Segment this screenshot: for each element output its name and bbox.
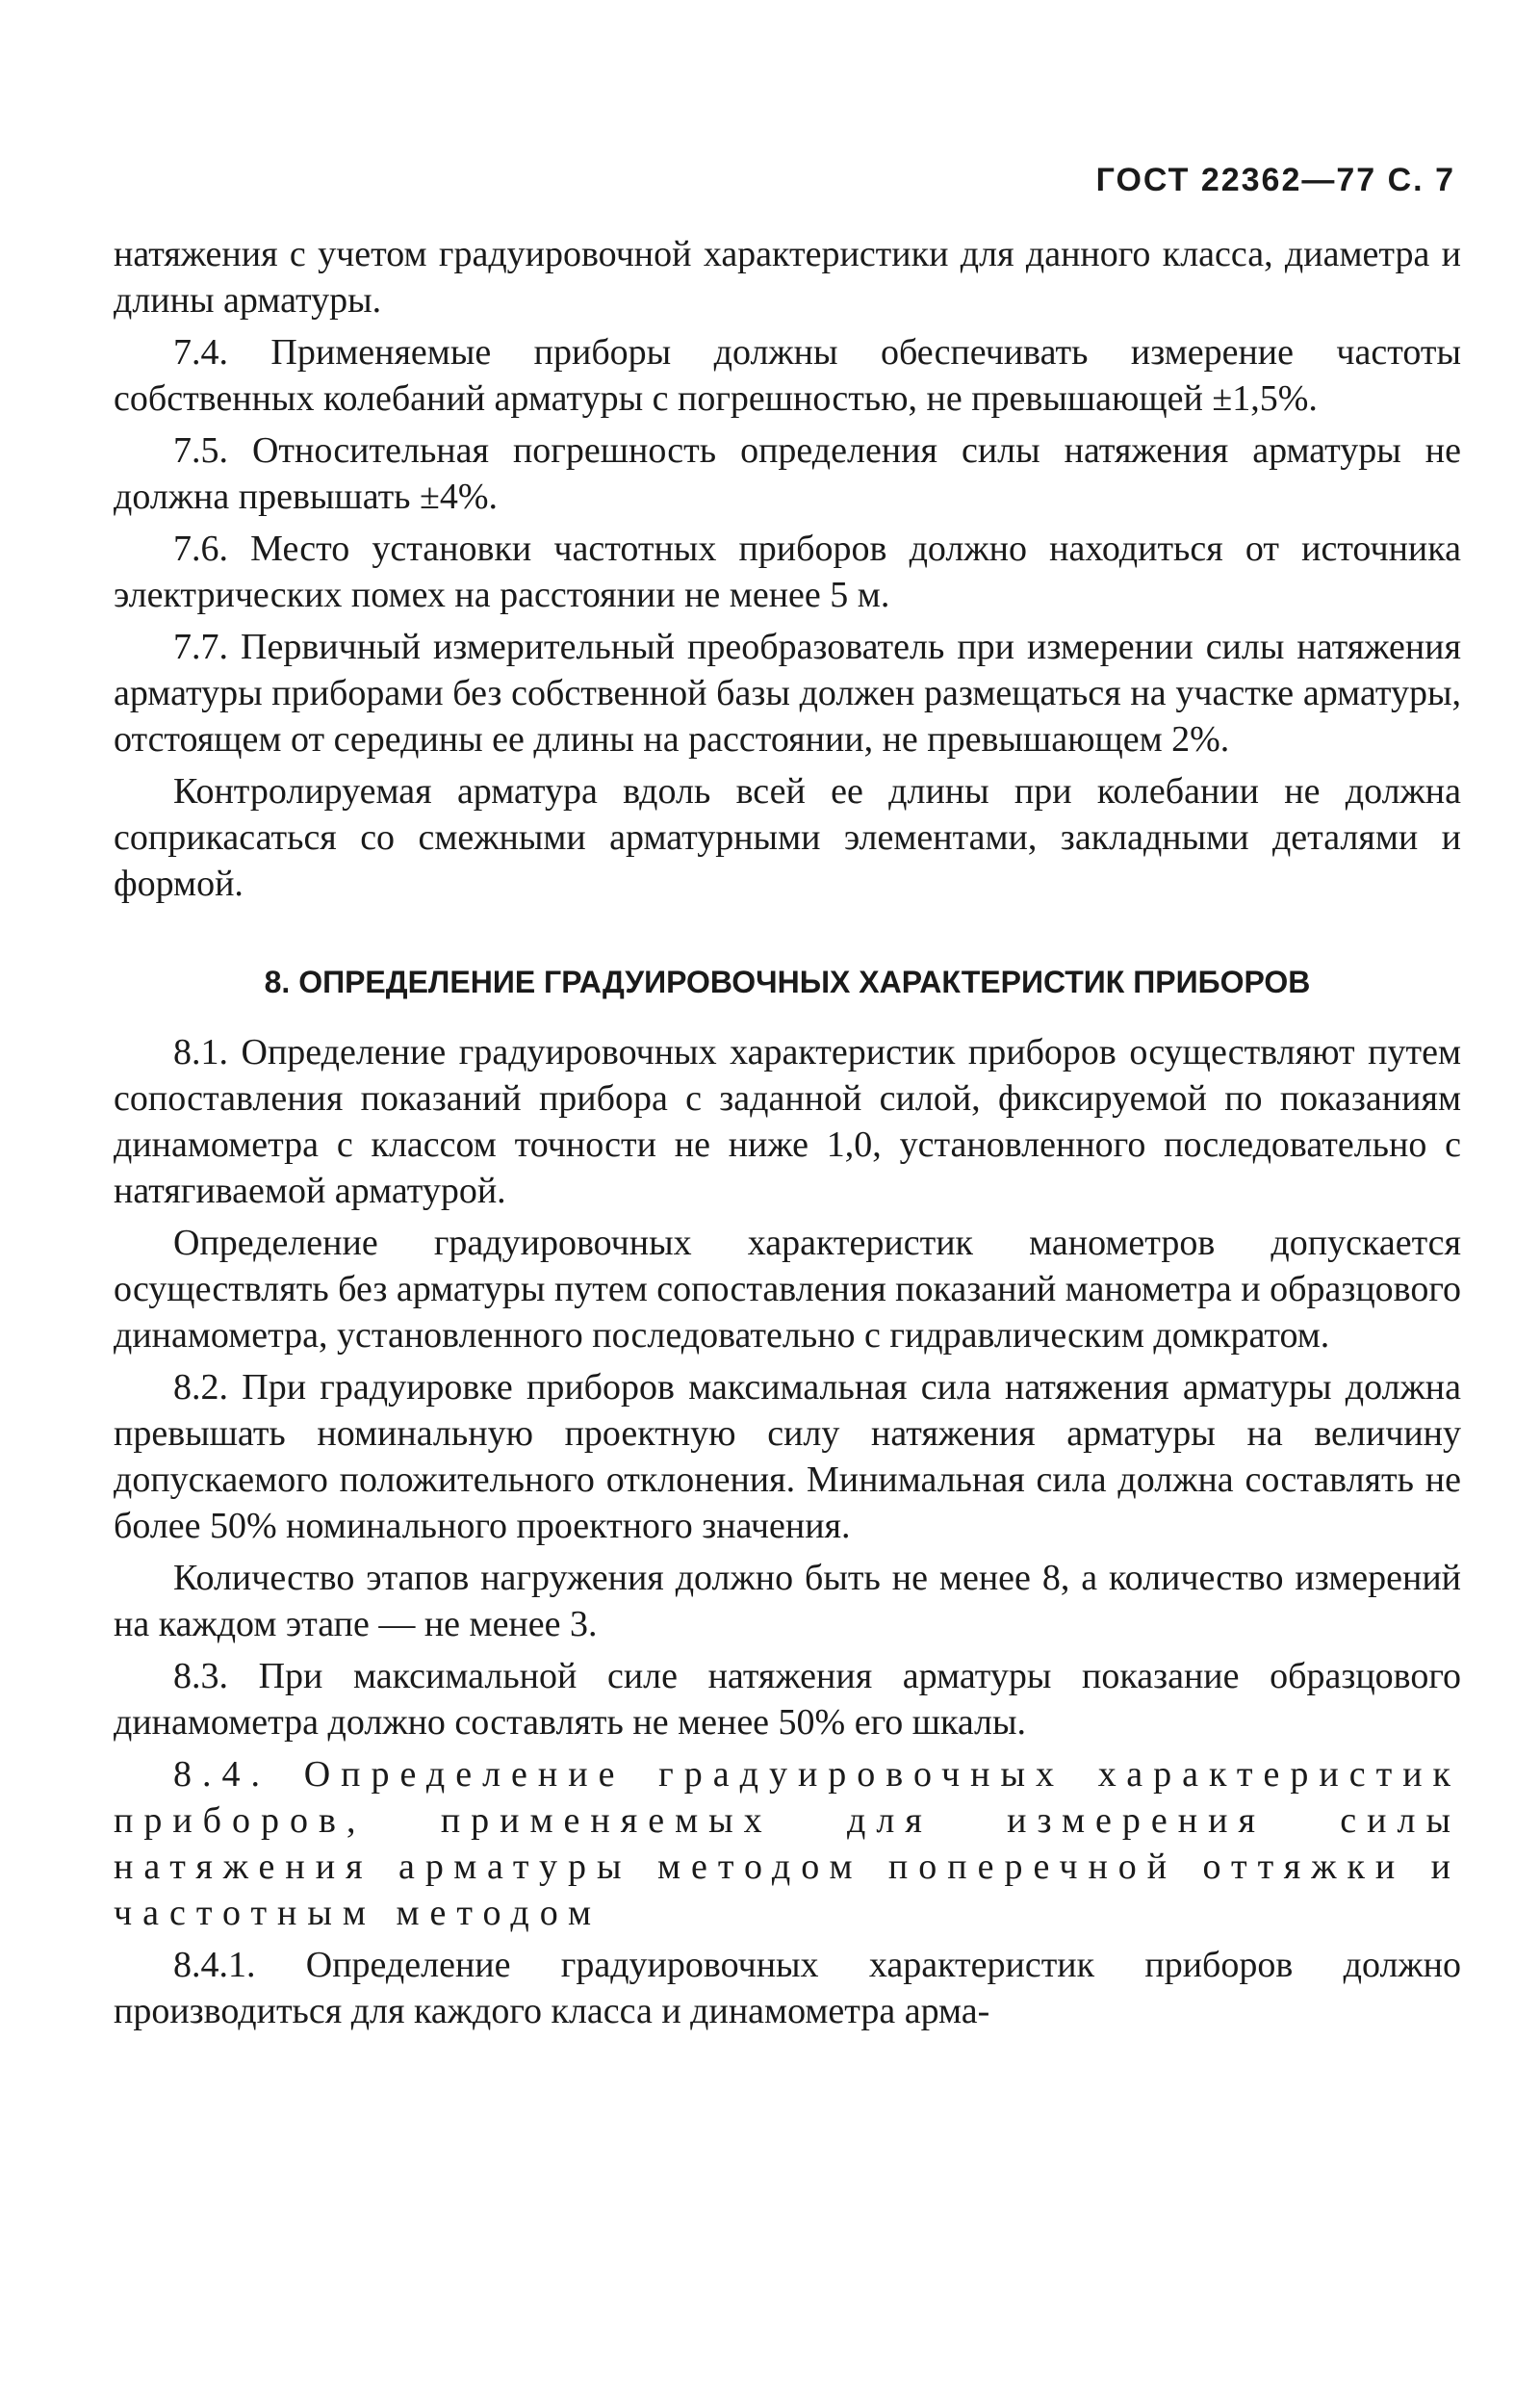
paragraph-8-2: 8.2. При градуировке приборов максимальная сила натяжения арматуры должна превышать номинальную проектную силу натяжения арматуры на величину допускаемого положительного отклонения. Минимальная сила должна составлять не более 50% номинального проектного значения.: [114, 1367, 1461, 1546]
paragraph-7-6: 7.6. Место установки частотных приборов должно находиться от источника электрических помех на расстоянии не менее 5 м.: [114, 529, 1461, 615]
paragraph-7-4: 7.4. Применяемые приборы должны обеспечивать измерение частоты собственных колебаний арматуры с погрешностью, не превышающей ±1,5%.: [114, 332, 1461, 419]
paragraph-8-4-heading: 8.4. Определение градуировочных характеристик приборов, применяемых для измерения силы натяжения арматуры методом поперечной оттяжки и частотным методом: [114, 1754, 1461, 1933]
section-8-title: 8. ОПРЕДЕЛЕНИЕ ГРАДУИРОВОЧНЫХ ХАРАКТЕРИСТИК ПРИБОРОВ: [264, 965, 1311, 999]
paragraph-8-1-continued: Определение градуировочных характеристик манометров допускается осуществлять без арматуры путем сопоставления показаний манометра и образцового динамометра, установленного последовательно с гидравлическим домкратом.: [114, 1223, 1461, 1356]
page-header: ГОСТ 22362—77 С. 7: [1095, 162, 1455, 198]
paragraph-7-5: 7.5. Относительная погрешность определения силы натяжения арматуры не должна превышать ±4%.: [114, 430, 1461, 517]
paragraph-8-2-continued: Количество этапов нагружения должно быть не менее 8, а количество измерений на каждом этапе — не менее 3.: [114, 1558, 1461, 1644]
paragraph-8-1: 8.1. Определение градуировочных характеристик приборов осуществляют путем сопоставления показаний прибора с заданной силой, фиксируемой по показаниям динамометра с классом точности не ниже 1,0, установленного последовательно с натягиваемой арматурой.: [114, 1032, 1461, 1211]
document-body: [114, 231, 1461, 2040]
paragraph-intro: натяжения с учетом градуировочной характеристики для данного класса, диаметра и длины арматуры.: [114, 234, 1461, 321]
paragraph-7-7: 7.7. Первичный измерительный преобразователь при измерении силы натяжения арматуры приборами без собственной базы должен размещаться на участке арматуры, отстоящем от середины ее длины на расстоянии, не превышающем 2%.: [114, 627, 1461, 760]
paragraph-8-3: 8.3. При максимальной силе натяжения арматуры показание образцового динамометра должно составлять не менее 50% его шкалы.: [114, 1656, 1461, 1743]
paragraph-8-4-1: 8.4.1. Определение градуировочных характеристик приборов должно производиться для каждого класса и динамометра арма-: [114, 1945, 1461, 2031]
paragraph-7-7-continued: Контролируемая арматура вдоль всей ее длины при колебании не должна соприкасаться со смежными арматурными элементами, закладными деталями и формой.: [114, 771, 1461, 904]
